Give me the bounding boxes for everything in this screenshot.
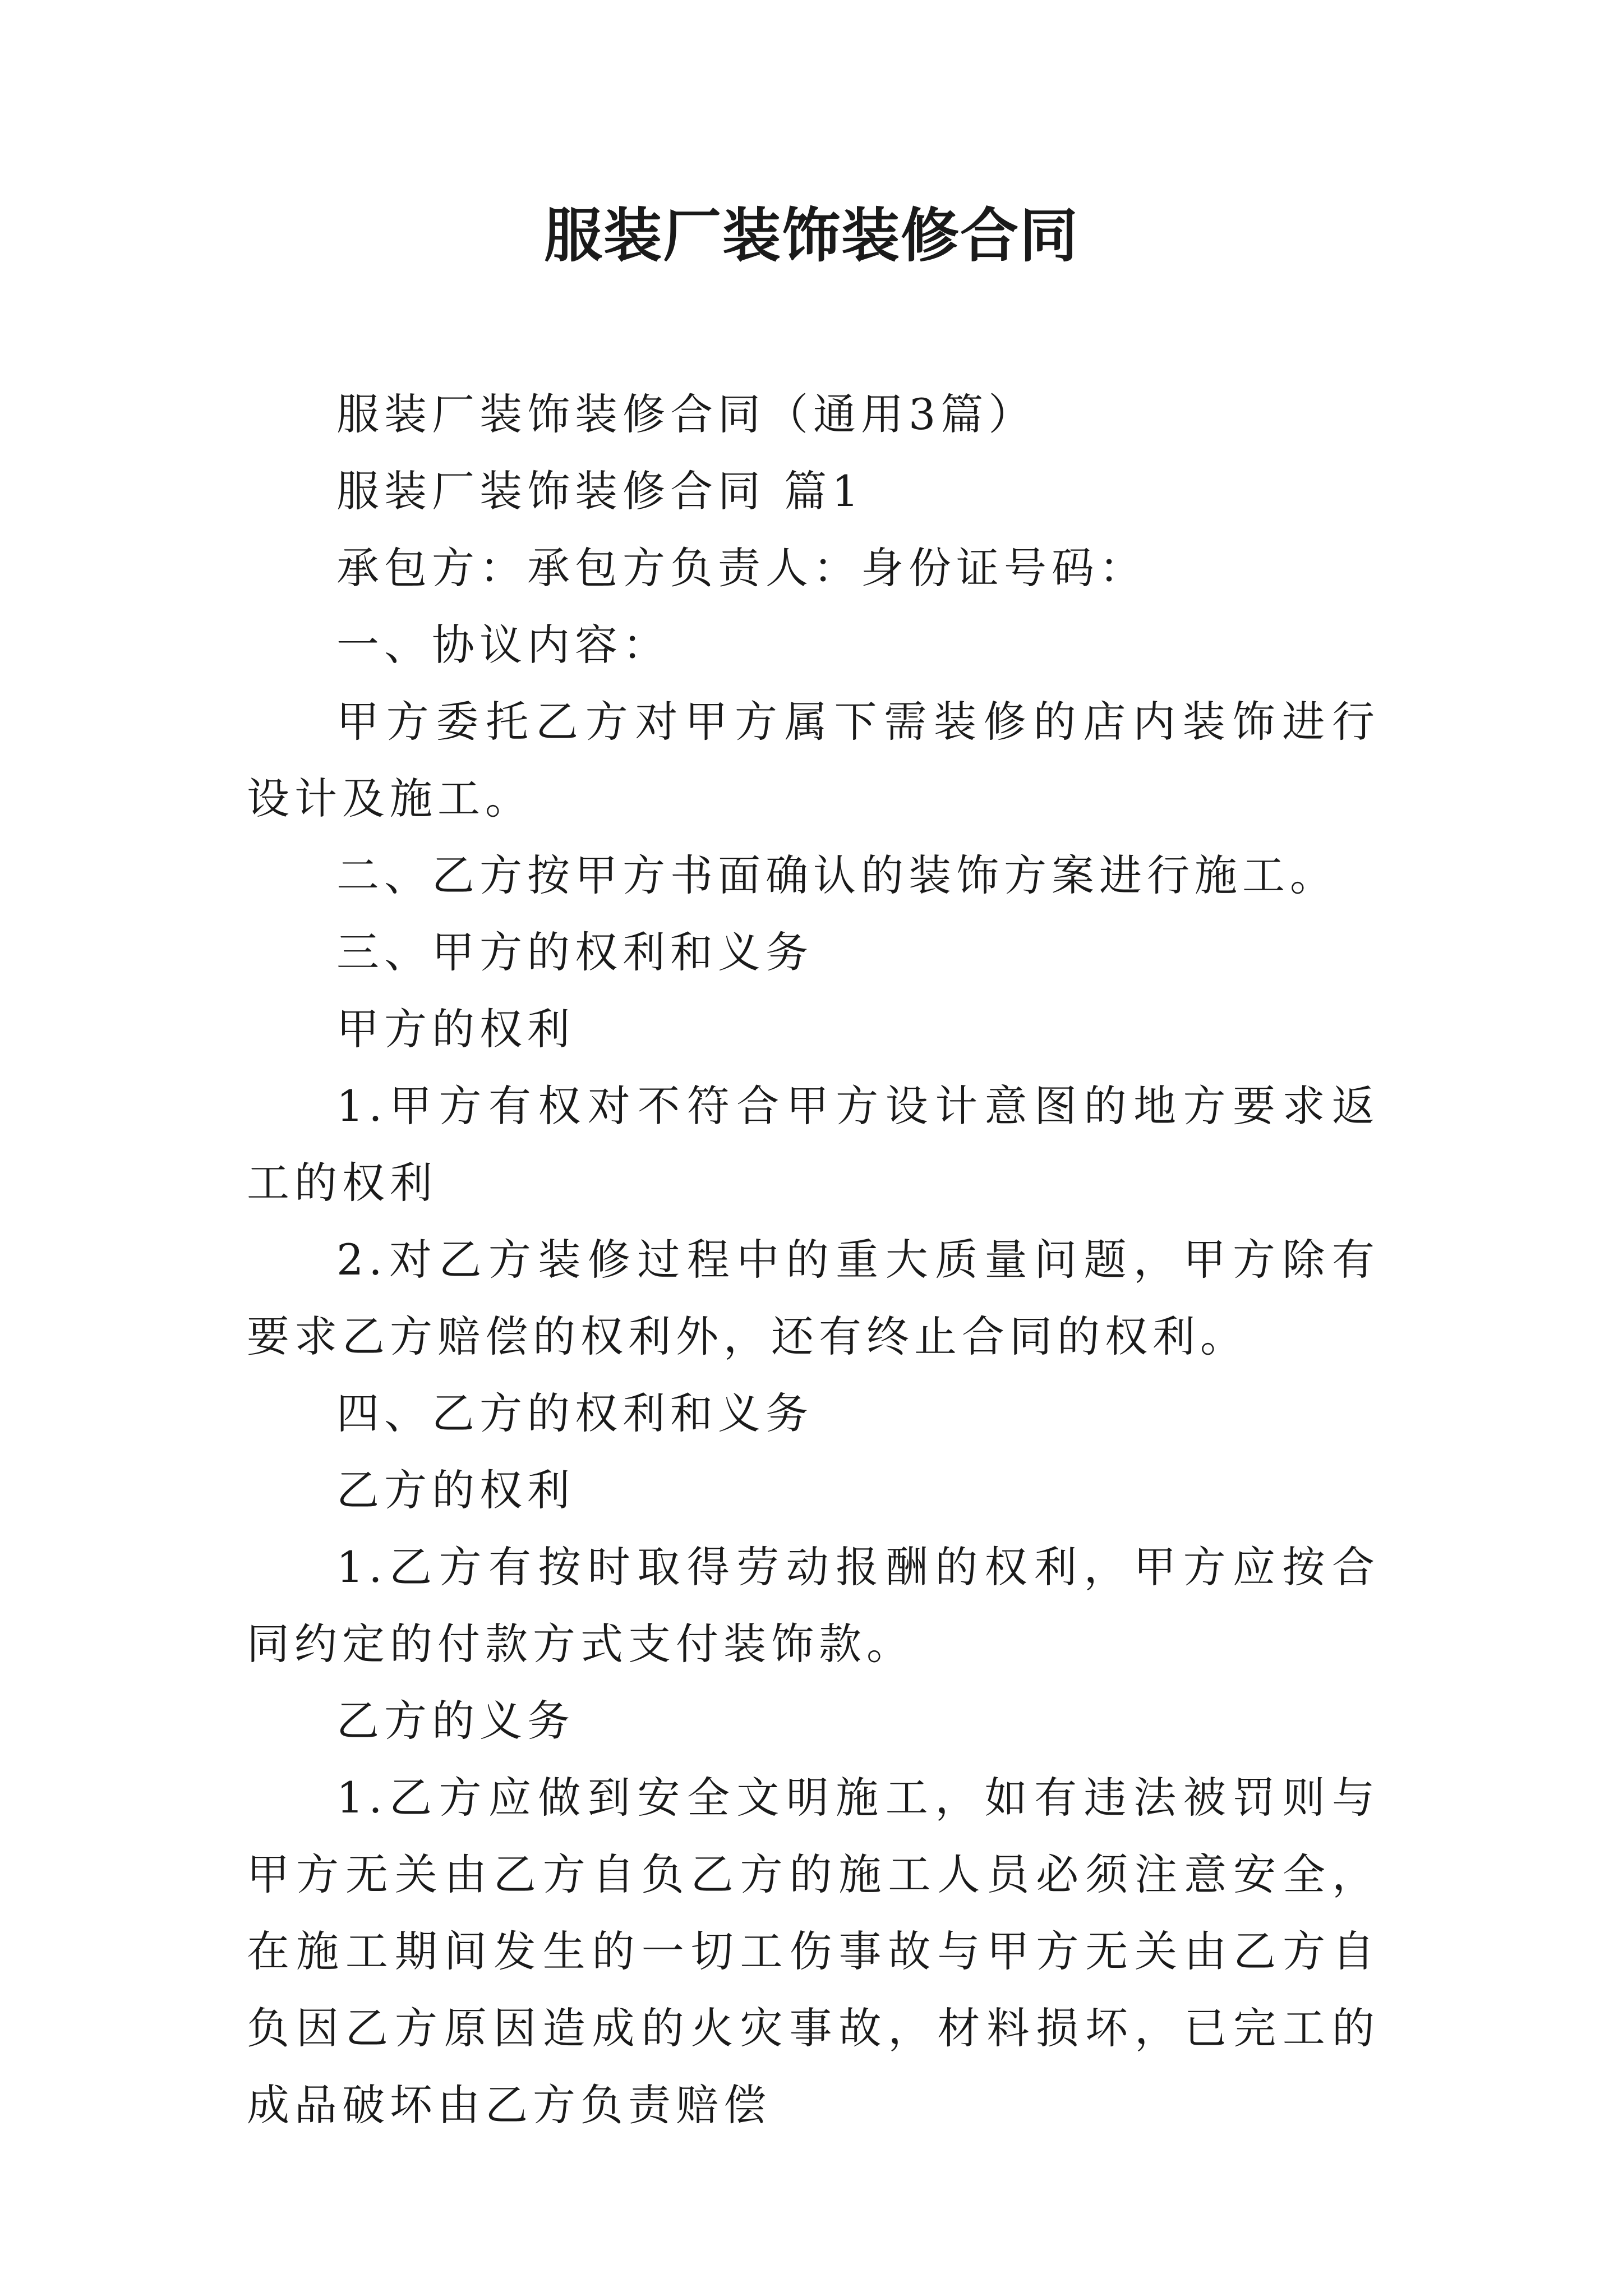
paragraph-section-heading: 服装厂装饰装修合同 篇1 bbox=[336, 466, 864, 516]
paragraph-clause-2: 二、乙方按甲方书面确认的装饰方案进行施工。 bbox=[336, 850, 1338, 900]
paragraph-party-b-rights-heading: 乙方的权利 bbox=[336, 1465, 575, 1515]
paragraph-clause-1-body: 甲方委托乙方对甲方属下需装修的店内装饰进行设计及施工。 bbox=[247, 697, 1380, 823]
paragraph-party-a-right-1: 1.甲方有权对不符合甲方设计意图的地方要求返工的权利 bbox=[247, 1081, 1380, 1208]
document-title: 服装厂装饰装修合同 bbox=[543, 201, 1079, 270]
paragraph-clause-3-heading: 三、甲方的权利和义务 bbox=[336, 927, 813, 977]
document-body bbox=[247, 376, 1380, 2143]
paragraph-party-b-right-1: 1.乙方有按时取得劳动报酬的权利，甲方应按合同约定的付款方式支付装饰款。 bbox=[247, 1542, 1380, 1669]
paragraph-party-a-rights-heading: 甲方的权利 bbox=[336, 1004, 575, 1054]
paragraph-clause-4-heading: 四、乙方的权利和义务 bbox=[336, 1388, 813, 1438]
paragraph-subtitle: 服装厂装饰装修合同（通用3篇） bbox=[336, 389, 1036, 439]
paragraph-contractor-info: 承包方：承包方负责人：身份证号码： bbox=[336, 543, 1147, 593]
paragraph-party-a-right-2: 2.对乙方装修过程中的重大质量问题，甲方除有要求乙方赔偿的权利外，还有终止合同的权利。 bbox=[247, 1235, 1380, 1361]
paragraph-clause-1-heading: 一、协议内容： bbox=[336, 620, 670, 670]
paragraph-party-b-obligation-1: 1.乙方应做到安全文明施工，如有违法被罚则与甲方无关由乙方自负乙方的施工人员必须注意安全，在施工期间发生的一切工伤事故与甲方无关由乙方自负因乙方原因造成的火灾事故，材料损坏，已完工的成品破坏由乙方负责赔偿 bbox=[247, 1773, 1380, 2130]
paragraph-party-b-obligations-heading: 乙方的义务 bbox=[336, 1696, 575, 1746]
